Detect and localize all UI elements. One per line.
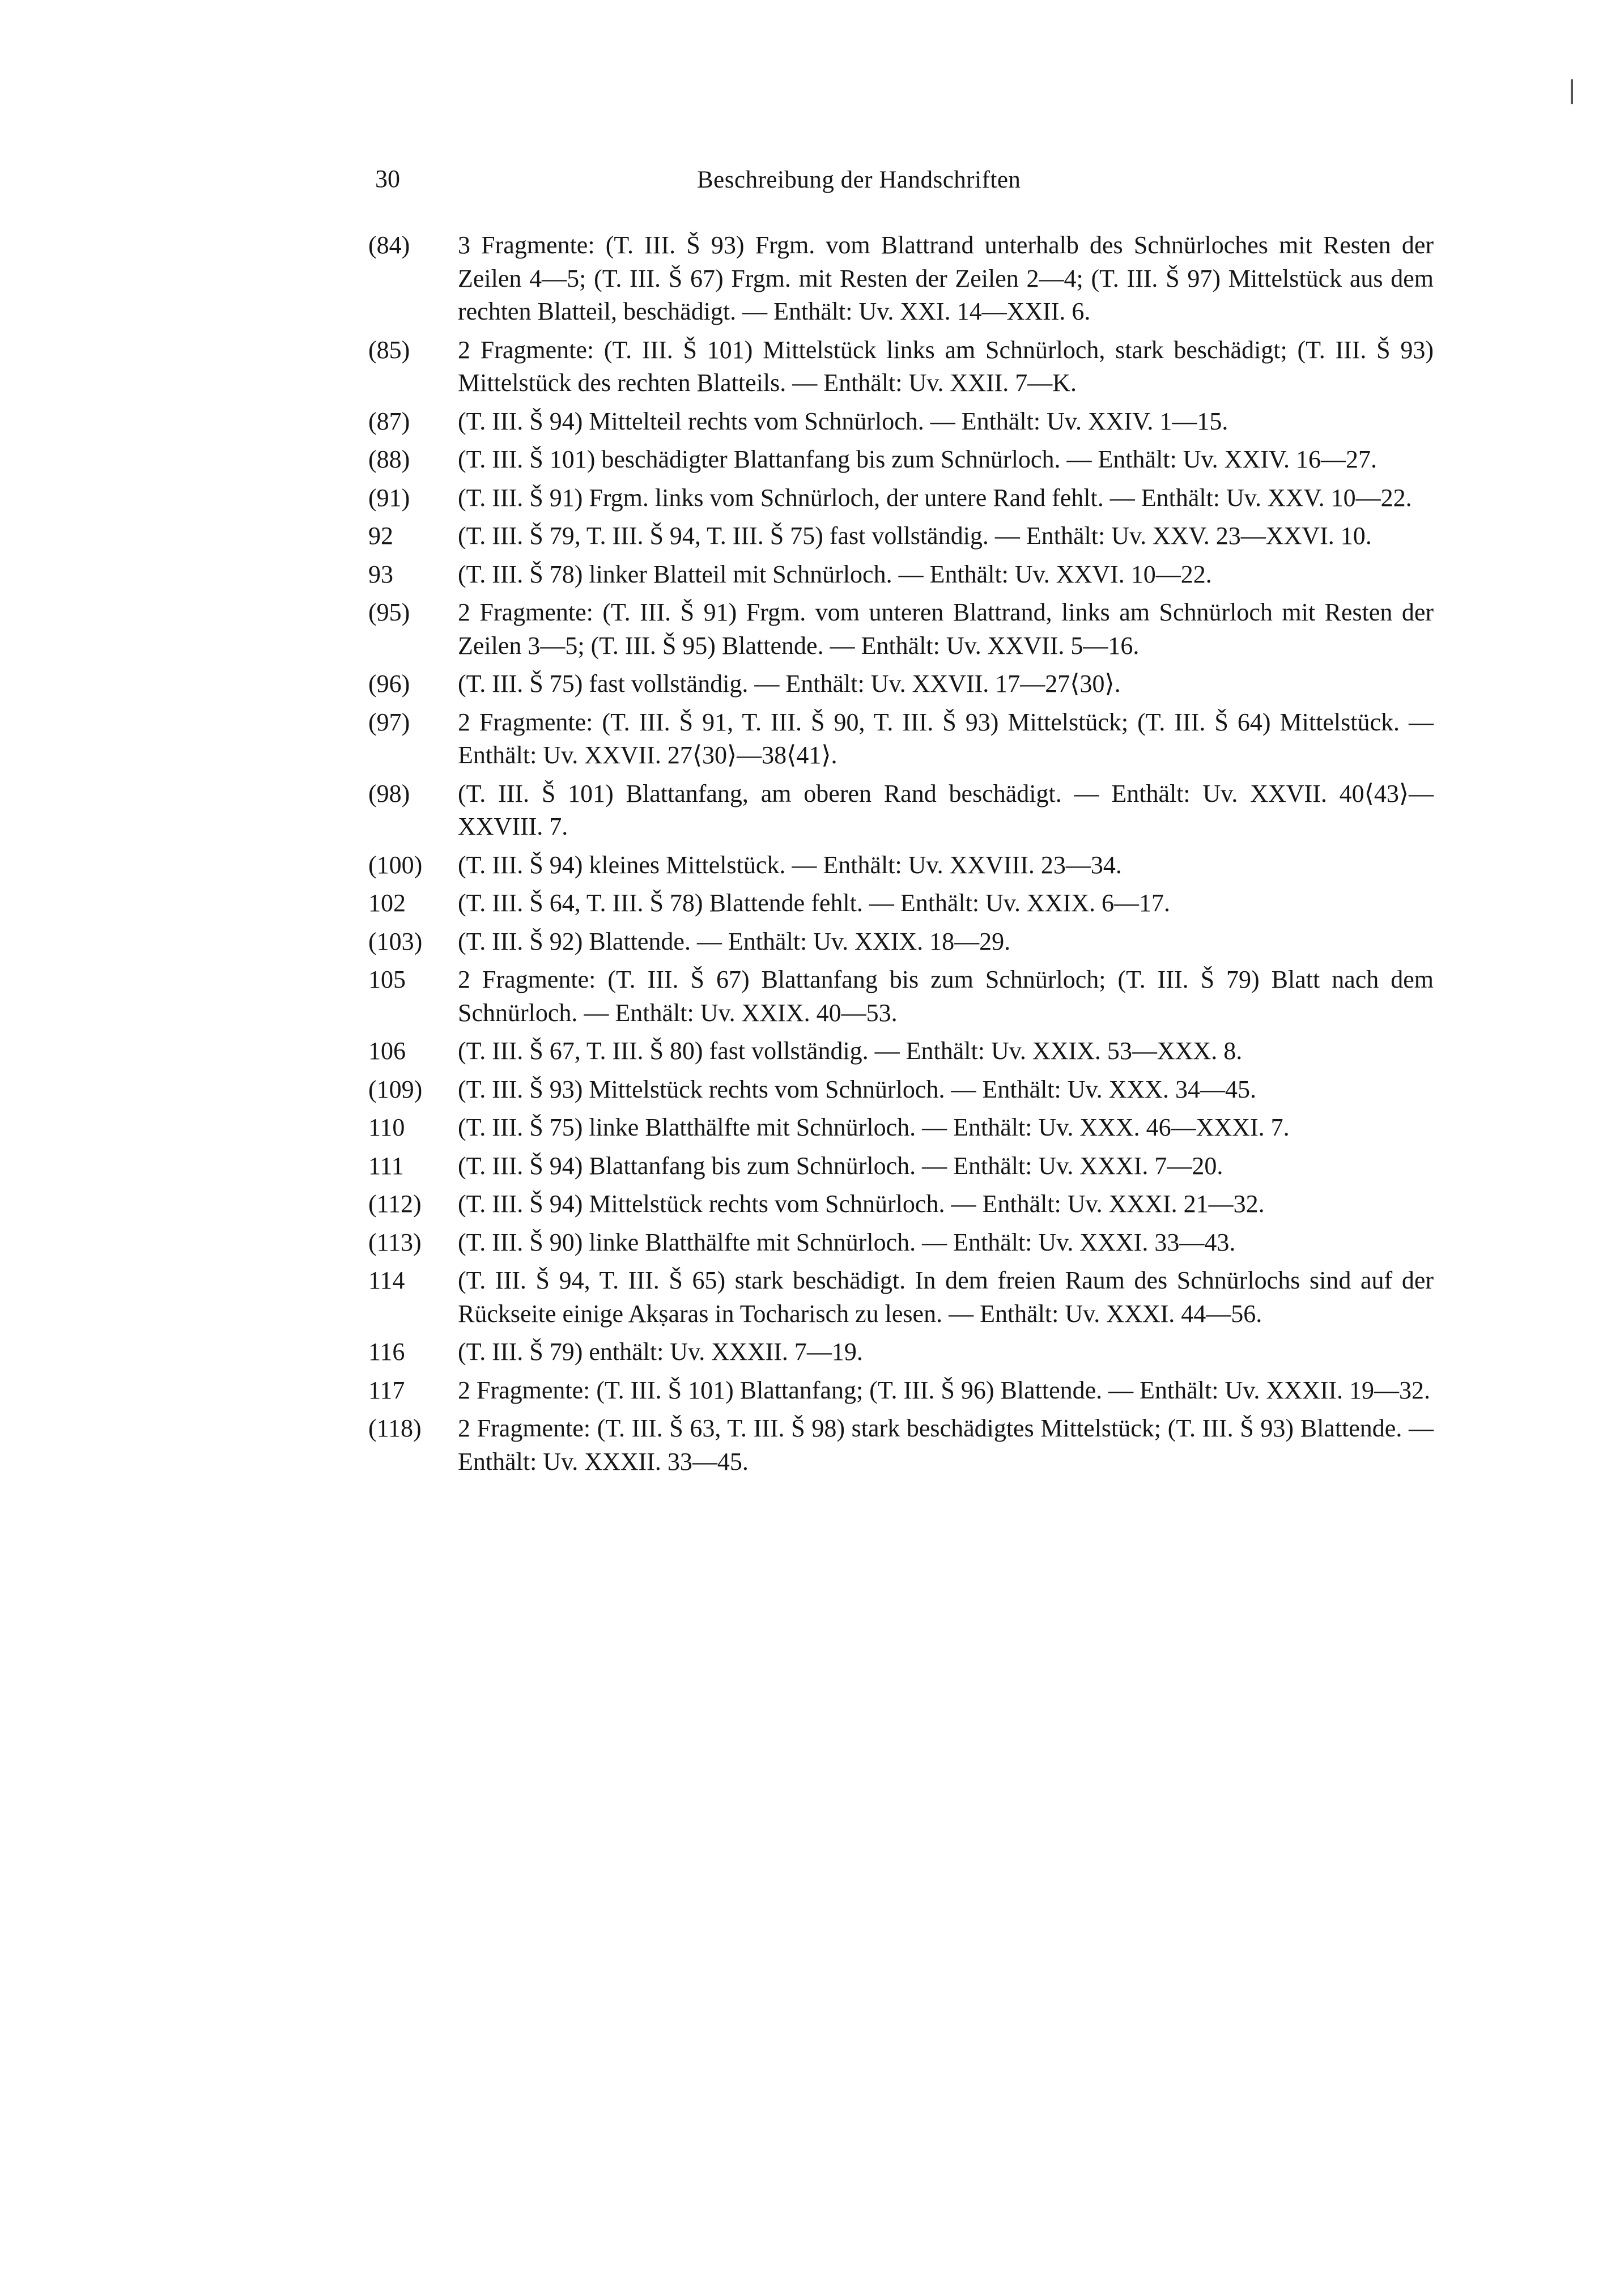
list-item — [368, 1073, 1434, 1107]
entry-text: (T. III. Š 78) linker Blatteil mit Schnürloch. — Enthält: Uv. XXVI. 10—22. — [458, 560, 1212, 588]
entry-text: (T. III. Š 79, T. III. Š 94, T. III. Š 75) fast vollständig. — Enthält: Uv. XXV. 23—XXVI. 10. — [458, 522, 1372, 550]
margin-mark — [1571, 79, 1573, 104]
entry-text: (T. III. Š 94) kleines Mittelstück. — Enthält: Uv. XXVIII. 23—34. — [458, 851, 1122, 879]
list-item — [368, 334, 1434, 400]
entry-text: (T. III. Š 91) Frgm. links vom Schnürloch, der untere Rand fehlt. — Enthält: Uv. XXV. 10—22. — [458, 483, 1412, 512]
entry-number: 102 — [368, 889, 406, 917]
entry-number: (109) — [368, 1075, 423, 1103]
entry-text: 2 Fragmente: (T. III. Š 91, T. III. Š 90, T. III. Š 93) Mittelstück; (T. III. Š 64) Mittelstück. — Enthält: Uv. XXVII. 27⟨30⟩—38⟨41⟩. — [458, 708, 1434, 769]
entry-text: 2 Fragmente: (T. III. Š 67) Blattanfang bis zum Schnürloch; (T. III. Š 79) Blatt nach dem Schnürloch. — Enthält: Uv. XXIX. 40—53. — [458, 966, 1434, 1027]
list-item — [368, 1188, 1434, 1221]
list-item — [368, 520, 1434, 553]
entry-number: (85) — [368, 335, 410, 364]
entry-number: (97) — [368, 708, 410, 736]
entry-number: 106 — [368, 1037, 406, 1065]
entry-number: (91) — [368, 483, 410, 512]
entry-number: 116 — [368, 1338, 405, 1366]
entry-text: (T. III. Š 94) Blattanfang bis zum Schnürloch. — Enthält: Uv. XXXI. 7—20. — [458, 1151, 1223, 1180]
entry-number: (84) — [368, 231, 410, 259]
entry-text: (T. III. Š 67, T. III. Š 80) fast vollständig. — Enthält: Uv. XXIX. 53—XXX. 8. — [458, 1037, 1243, 1065]
entry-number: 117 — [368, 1376, 405, 1404]
entry-number: 110 — [368, 1113, 405, 1141]
list-item — [368, 849, 1434, 882]
list-item — [368, 667, 1434, 701]
entry-number: (95) — [368, 598, 410, 626]
entry-number: (113) — [368, 1228, 422, 1256]
entry-text: 3 Fragmente: (T. III. Š 93) Frgm. vom Blattrand unterhalb des Schnürloches mit Resten der Zeilen 4—5; (T. III. Š 67) Frgm. mit Resten der Zeilen 2—4; (T. III. Š 97) Mittelstück aus dem rechten Blatteil, beschädigt. — Enthält: Uv. XXI. 14—XXII. 6. — [458, 231, 1434, 325]
entry-number: 105 — [368, 966, 406, 993]
entry-number: 111 — [368, 1151, 404, 1180]
entry-number: (96) — [368, 670, 410, 698]
list-item — [368, 1226, 1434, 1260]
entry-number: (98) — [368, 779, 410, 807]
list-item — [368, 777, 1434, 844]
list-item — [368, 1111, 1434, 1145]
list-item — [368, 1374, 1434, 1408]
entry-text: (T. III. Š 94, T. III. Š 65) stark beschädigt. In dem freien Raum des Schnürlochs sind auf der Rückseite einige Akṣaras in Tocharisch zu lesen. — Enthält: Uv. XXXI. 44—56. — [458, 1266, 1434, 1328]
list-item — [368, 1150, 1434, 1183]
entry-number: (100) — [368, 851, 423, 879]
entry-number: (103) — [368, 927, 423, 955]
entry-number: (87) — [368, 407, 410, 435]
entry-text: (T. III. Š 90) linke Blatthälfte mit Schnürloch. — Enthält: Uv. XXXI. 33—43. — [458, 1228, 1236, 1256]
entry-text: (T. III. Š 94) Mittelteil rechts vom Schnürloch. — Enthält: Uv. XXIV. 1—15. — [458, 407, 1228, 435]
running-title: Beschreibung der Handschriften — [697, 167, 1021, 193]
list-item — [368, 887, 1434, 920]
list-item — [368, 405, 1434, 439]
entry-text: 2 Fragmente: (T. III. Š 101) Blattanfang; (T. III. Š 96) Blattende. — Enthält: Uv. XXXII. 19—32. — [458, 1376, 1431, 1404]
entry-text: (T. III. Š 93) Mittelstück rechts vom Schnürloch. — Enthält: Uv. XXX. 34—45. — [458, 1075, 1257, 1103]
entry-text: 2 Fragmente: (T. III. Š 91) Frgm. vom unteren Blattrand, links am Schnürloch mit Resten der Zeilen 3—5; (T. III. Š 95) Blattende. — Enthält: Uv. XXVII. 5—16. — [458, 598, 1434, 660]
list-item — [368, 443, 1434, 477]
list-item — [368, 229, 1434, 329]
list-item — [368, 925, 1434, 959]
entry-text: (T. III. Š 64, T. III. Š 78) Blattende fehlt. — Enthält: Uv. XXIX. 6—17. — [458, 889, 1171, 917]
entry-text: (T. III. Š 101) beschädigter Blattanfang bis zum Schnürloch. — Enthält: Uv. XXIV. 16—27. — [458, 445, 1377, 473]
entry-text: (T. III. Š 94) Mittelstück rechts vom Schnürloch. — Enthält: Uv. XXXI. 21—32. — [458, 1190, 1265, 1218]
list-item — [368, 596, 1434, 662]
entry-number: 93 — [368, 560, 393, 588]
entry-text: 2 Fragmente: (T. III. Š 101) Mittelstück links am Schnürloch, stark beschädigt; (T. III. Š 93) Mittelstück des rechten Blatteils. — Enthält: Uv. XXII. 7—K. — [458, 335, 1434, 397]
list-item — [368, 482, 1434, 515]
entry-list — [368, 229, 1434, 1478]
entry-text: (T. III. Š 92) Blattende. — Enthält: Uv. XXIX. 18—29. — [458, 927, 1011, 955]
list-item — [368, 1264, 1434, 1330]
entry-text: (T. III. Š 75) linke Blatthälfte mit Schnürloch. — Enthält: Uv. XXX. 46—XXXI. 7. — [458, 1113, 1290, 1141]
list-item — [368, 963, 1434, 1030]
entry-text: (T. III. Š 79) enthält: Uv. XXXII. 7—19. — [458, 1338, 863, 1366]
entry-text: (T. III. Š 101) Blattanfang, am oberen Rand beschädigt. — Enthält: Uv. XXVII. 40⟨43⟩—XXVIII. 7. — [458, 779, 1434, 840]
list-item — [368, 706, 1434, 772]
entry-number: (118) — [368, 1414, 422, 1442]
entry-number: 114 — [368, 1266, 405, 1294]
list-item — [368, 1412, 1434, 1478]
entry-text: (T. III. Š 75) fast vollständig. — Enthält: Uv. XXVII. 17—27⟨30⟩. — [458, 670, 1121, 698]
list-item — [368, 558, 1434, 592]
page-number: 30 — [375, 165, 400, 193]
list-item — [368, 1336, 1434, 1369]
entry-number: 92 — [368, 522, 393, 550]
entry-number: (112) — [368, 1190, 422, 1218]
list-item — [368, 1035, 1434, 1068]
entry-number: (88) — [368, 445, 410, 473]
entry-text: 2 Fragmente: (T. III. Š 63, T. III. Š 98) stark beschädigtes Mittelstück; (T. III. Š 93) Blattende. — Enthält: Uv. XXXII. 33—45. — [458, 1414, 1434, 1476]
